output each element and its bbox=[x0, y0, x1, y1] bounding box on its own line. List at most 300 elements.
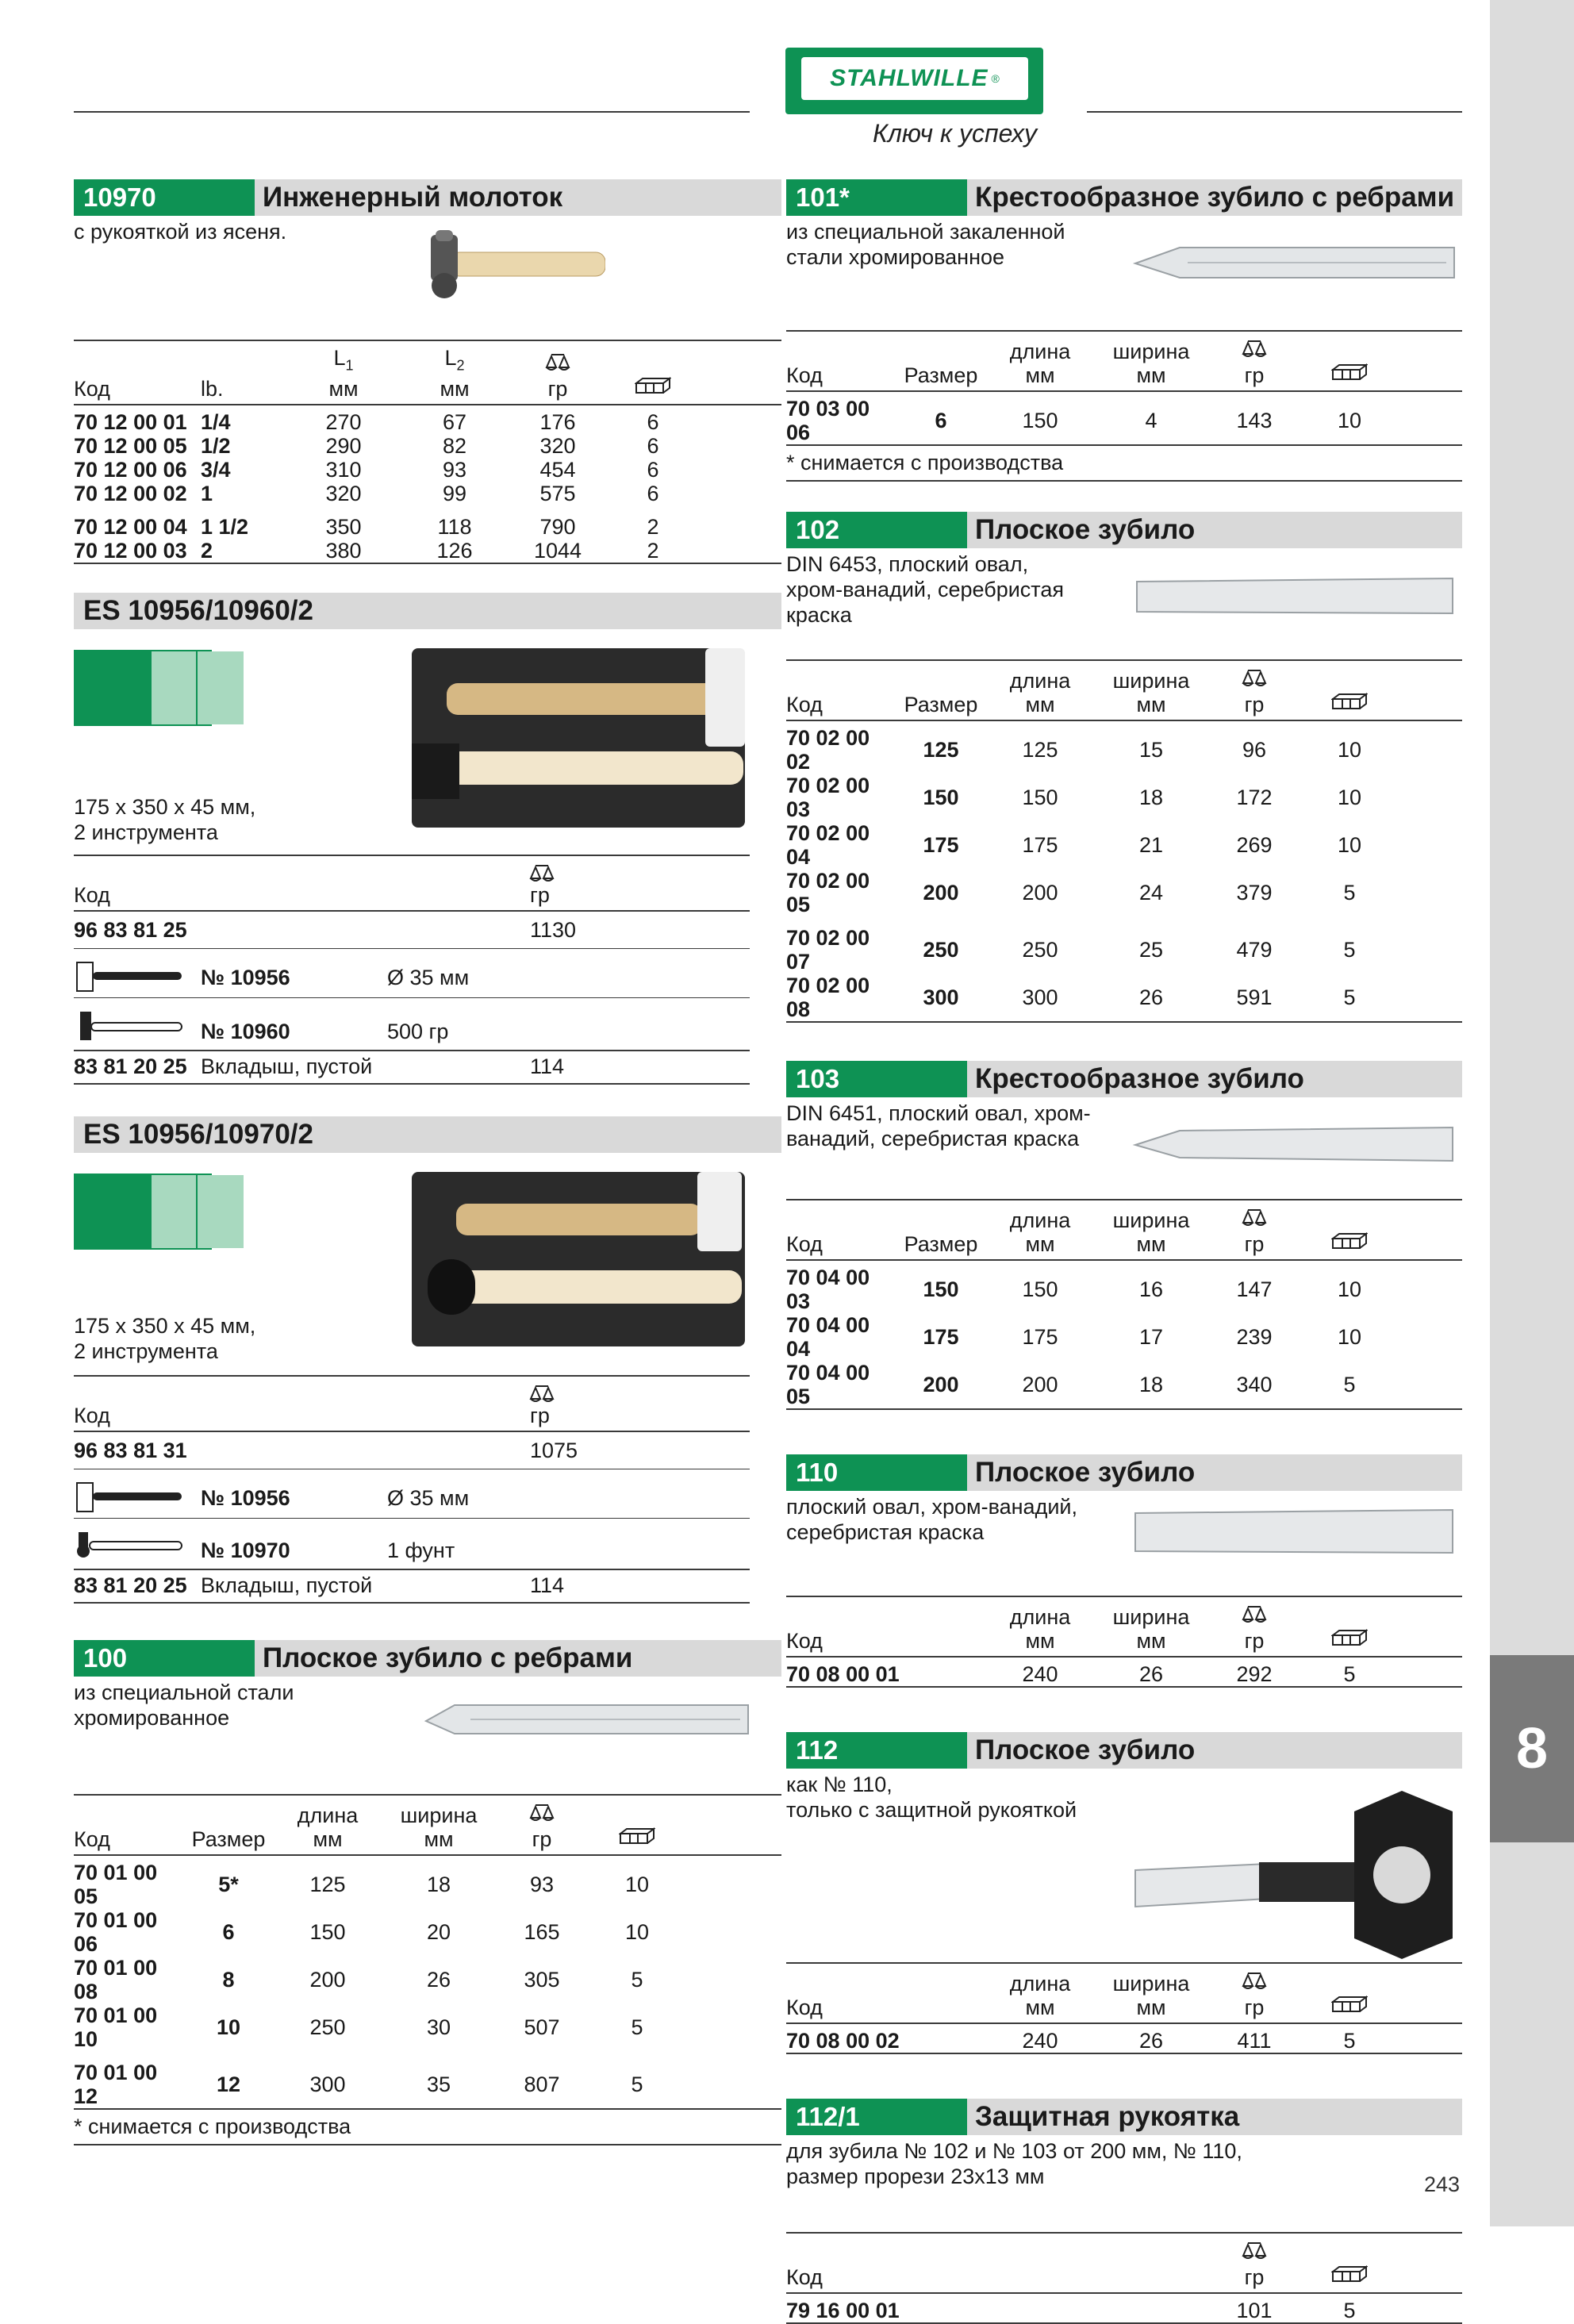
cell-wid: 18 bbox=[1138, 786, 1164, 809]
cell-gr: 239 bbox=[1236, 1325, 1273, 1349]
brand-slogan: Ключ к успеху bbox=[873, 119, 1037, 148]
cross-chisel-image bbox=[1132, 1123, 1457, 1166]
weight-icon bbox=[543, 350, 572, 372]
table-row bbox=[786, 1657, 1462, 1687]
cell-len: 125 bbox=[309, 1873, 346, 1897]
cell-lb: 1/2 bbox=[201, 434, 231, 459]
discontinued-note: * снимается с производства bbox=[74, 2110, 781, 2145]
cell-size: 125 bbox=[923, 738, 959, 762]
flat-chisel-image bbox=[1132, 572, 1457, 620]
cell-l2: 99 bbox=[442, 482, 467, 506]
weight-icon bbox=[1240, 1602, 1269, 1624]
cell-gr: 96 bbox=[1242, 738, 1267, 762]
cell-gr: 340 bbox=[1236, 1373, 1273, 1396]
cell-code: 70 01 00 05 bbox=[74, 1861, 158, 1909]
section-header bbox=[74, 179, 781, 216]
left-column bbox=[74, 179, 781, 2145]
package-icon bbox=[1331, 1994, 1368, 2015]
section-code: 100 bbox=[74, 1640, 255, 1677]
cell-pk: 10 bbox=[1337, 1325, 1362, 1349]
tool-tray-image bbox=[412, 648, 745, 828]
section-112 bbox=[786, 1732, 1462, 2054]
cell-pk: 6 bbox=[647, 458, 659, 482]
cell-gr: 411 bbox=[1237, 2029, 1272, 2053]
cell-len: 240 bbox=[1022, 1662, 1058, 1686]
cell-wid: 16 bbox=[1138, 1277, 1164, 1301]
cell-wid: 17 bbox=[1138, 1325, 1164, 1349]
table-row bbox=[74, 505, 781, 539]
cell-gr: 147 bbox=[1236, 1277, 1273, 1301]
th-code: Код bbox=[786, 1232, 823, 1256]
cell-pk: 5 bbox=[1343, 2299, 1356, 2322]
table-101 bbox=[786, 330, 1462, 446]
cell-code: 70 01 00 06 bbox=[74, 1908, 158, 1957]
th-package bbox=[1302, 331, 1397, 391]
th-code: Код bbox=[786, 363, 823, 387]
tray-tile-2 bbox=[150, 1175, 196, 1248]
cell-gr: 143 bbox=[1236, 409, 1273, 432]
package-icon bbox=[1331, 1231, 1368, 1251]
right-column bbox=[786, 179, 1462, 2324]
th-width: ширина мм bbox=[1112, 340, 1190, 387]
cell-size: 175 bbox=[923, 833, 959, 857]
section-description: с рукояткой из ясеня. bbox=[74, 220, 287, 244]
cell-gr: 1044 bbox=[533, 539, 582, 563]
section-title: Крестообразное зубило bbox=[975, 1063, 1304, 1094]
cell-code: 70 04 00 05 bbox=[786, 1361, 870, 1408]
cell-gr: 269 bbox=[1236, 833, 1273, 857]
section-title: Защитная рукоятка bbox=[975, 2101, 1240, 2132]
weight-icon bbox=[528, 1800, 556, 1823]
cell-l2: 93 bbox=[442, 458, 467, 482]
weight-icon bbox=[1240, 2238, 1269, 2261]
section-es-10956-10970 bbox=[74, 1116, 781, 1616]
th-code: Код bbox=[786, 1629, 823, 1653]
chapter-number: 8 bbox=[1515, 1717, 1549, 1780]
cell-l1: 380 bbox=[325, 539, 362, 563]
discontinued-note: * снимается с производства bbox=[786, 446, 1462, 482]
cell-code: 70 02 00 03 bbox=[786, 774, 870, 821]
registered-mark: ® bbox=[991, 72, 1000, 85]
brand-logo-text: STAHLWILLE bbox=[830, 65, 989, 91]
th-size: Размер bbox=[191, 1827, 266, 1852]
section-title: Плоское зубило bbox=[975, 1734, 1196, 1765]
cell-gr: 807 bbox=[524, 2072, 560, 2097]
cell-wid: 26 bbox=[1138, 985, 1164, 1009]
th-length: длина мм bbox=[1009, 1972, 1071, 2019]
cell-gr: 165 bbox=[524, 1920, 560, 1945]
section-title: Плоское зубило bbox=[975, 1457, 1196, 1488]
cell-wid: 25 bbox=[1138, 938, 1164, 962]
section-10970 bbox=[74, 179, 781, 564]
table-row bbox=[74, 1855, 781, 1908]
cell-wid: 15 bbox=[1138, 738, 1164, 762]
th-weight: гр bbox=[1207, 1596, 1302, 1657]
cell-code: 70 01 00 10 bbox=[74, 2003, 158, 2052]
cell-code: 70 08 00 02 bbox=[786, 2029, 900, 2053]
th-width: ширина мм bbox=[1112, 1208, 1190, 1256]
soft-face-hammer-icon bbox=[74, 959, 185, 994]
table-row bbox=[786, 774, 1462, 821]
cell-pk: 6 bbox=[647, 434, 659, 459]
weight-icon bbox=[1240, 336, 1269, 359]
cell-wid: 26 bbox=[1138, 1662, 1164, 1686]
section-code: 10970 bbox=[74, 179, 255, 216]
cell-pk: 5 bbox=[631, 2072, 643, 2097]
header-rule-left bbox=[74, 111, 750, 113]
cell-code: 70 12 00 02 bbox=[74, 482, 187, 506]
section-description: DIN 6451, плоский овал, хром- ванадий, серебристая краска bbox=[786, 1101, 1091, 1150]
header-rule-right bbox=[1087, 111, 1462, 113]
cell-pk: 10 bbox=[1337, 833, 1362, 857]
cell-pk: 2 bbox=[647, 539, 659, 563]
cell-l2: 82 bbox=[442, 434, 467, 459]
cell-gr: 101 bbox=[1236, 2299, 1273, 2322]
cell-lb: 3/4 bbox=[201, 458, 231, 482]
cell-lb: 1 1/2 bbox=[201, 515, 249, 540]
cell-code: 70 01 00 08 bbox=[74, 1956, 158, 2004]
weight-icon bbox=[1240, 1205, 1269, 1227]
th-package bbox=[605, 340, 701, 405]
section-header bbox=[74, 593, 781, 629]
tray-tile-3 bbox=[196, 1175, 244, 1248]
table-row bbox=[74, 405, 781, 434]
cell-code: 70 08 00 01 bbox=[786, 1662, 900, 1686]
package-icon bbox=[635, 375, 671, 396]
cell-pk: 2 bbox=[647, 515, 659, 540]
table-row bbox=[786, 916, 1462, 974]
cell-pk: 5 bbox=[1343, 1373, 1356, 1396]
section-description: плоский овал, хром-ванадий, серебристая краска bbox=[786, 1495, 1077, 1544]
cell-gr: 454 bbox=[539, 458, 576, 482]
section-description: как № 110, только с защитной рукояткой bbox=[786, 1773, 1077, 1822]
th-lb: lb. bbox=[201, 377, 224, 401]
side-margin-bar bbox=[1490, 0, 1574, 2226]
cell-wid: 4 bbox=[1145, 409, 1157, 432]
tray-tile-3 bbox=[196, 651, 244, 724]
package-icon bbox=[1331, 1627, 1368, 1648]
cell-size: 6 bbox=[935, 409, 947, 432]
section-code: 110 bbox=[786, 1454, 967, 1491]
cell-wid: 18 bbox=[1138, 1373, 1164, 1396]
th-code: Код bbox=[786, 2265, 823, 2289]
section-100 bbox=[74, 1640, 781, 2145]
th-package bbox=[1302, 660, 1397, 720]
cell-lb: 1 bbox=[201, 482, 213, 506]
table-row bbox=[74, 2003, 781, 2051]
th-code: Код bbox=[786, 693, 823, 716]
table-row bbox=[786, 821, 1462, 869]
th-width: ширина мм bbox=[1112, 1972, 1190, 2019]
section-title: Плоское зубило bbox=[975, 514, 1196, 545]
package-icon bbox=[1331, 362, 1368, 382]
table-110 bbox=[786, 1596, 1462, 1688]
cell-l1: 290 bbox=[325, 434, 362, 459]
item1-value: Ø 35 мм bbox=[387, 1486, 470, 1511]
table-row bbox=[786, 720, 1462, 774]
cell-pk: 5 bbox=[1343, 1662, 1356, 1686]
item1-number: № 10956 bbox=[201, 966, 290, 990]
section-header bbox=[786, 1061, 1462, 1097]
cell-code: 70 12 00 05 bbox=[74, 434, 187, 459]
soft-face-hammer-icon bbox=[74, 1480, 185, 1515]
cell-pk: 5 bbox=[631, 2015, 643, 2040]
th-width: ширина мм bbox=[400, 1804, 478, 1852]
cell-len: 150 bbox=[1022, 409, 1058, 432]
cell-len: 200 bbox=[1022, 1373, 1058, 1396]
th-package bbox=[1302, 1596, 1397, 1657]
section-header bbox=[786, 2099, 1462, 2135]
section-103 bbox=[786, 1061, 1462, 1410]
tray-tile-2 bbox=[150, 651, 196, 724]
cell-pk: 10 bbox=[1337, 409, 1362, 432]
cell-code: 70 12 00 06 bbox=[74, 458, 187, 482]
cell-code: 70 04 00 04 bbox=[786, 1313, 870, 1361]
section-title: Крестообразное зубило с ребрами bbox=[975, 182, 1455, 213]
cell-gr: 93 bbox=[529, 1873, 555, 1897]
item2-value: 500 гр bbox=[387, 1020, 449, 1044]
cell-len: 300 bbox=[1022, 985, 1058, 1009]
weight-icon bbox=[1240, 666, 1269, 688]
cell-wid: 21 bbox=[1138, 833, 1164, 857]
th-weight: гр bbox=[1207, 1200, 1302, 1260]
cell-len: 240 bbox=[1022, 2029, 1058, 2053]
cell-l1: 310 bbox=[325, 458, 362, 482]
engineer-hammer-image bbox=[415, 229, 605, 300]
cell-pk: 5 bbox=[1343, 881, 1356, 905]
cell-len: 300 bbox=[309, 2072, 346, 2097]
section-header bbox=[786, 1732, 1462, 1769]
cell-len: 150 bbox=[1022, 1277, 1058, 1301]
package-icon bbox=[619, 1826, 655, 1846]
weight-icon bbox=[1240, 1969, 1269, 1991]
table-row bbox=[74, 539, 781, 563]
set-weight: 1130 bbox=[530, 918, 577, 943]
table-row bbox=[74, 434, 781, 458]
cell-size: 150 bbox=[923, 786, 959, 809]
machinist-hammer-icon bbox=[74, 1008, 185, 1043]
cell-len: 175 bbox=[1022, 833, 1058, 857]
table-row bbox=[786, 391, 1462, 445]
table-row bbox=[74, 2051, 781, 2109]
cell-lb: 1/4 bbox=[201, 410, 231, 435]
cell-wid: 26 bbox=[426, 1968, 451, 1992]
tool-tray-image bbox=[412, 1172, 745, 1346]
item2-value: 1 фунт bbox=[387, 1538, 455, 1563]
section-110 bbox=[786, 1454, 1462, 1688]
section-code: 102 bbox=[786, 512, 967, 548]
table-row bbox=[786, 974, 1462, 1022]
cell-gr: 292 bbox=[1236, 1662, 1273, 1686]
cell-gr: 379 bbox=[1236, 881, 1273, 905]
weight-icon bbox=[528, 1381, 556, 1404]
th-length: длина мм bbox=[1009, 1208, 1071, 1256]
cell-gr: 320 bbox=[539, 434, 576, 459]
th-l1: $L_1$ мм bbox=[328, 346, 359, 401]
tray-description: 175 x 350 x 45 мм, 2 инструмента bbox=[74, 795, 256, 845]
cell-code: 70 01 00 12 bbox=[74, 2061, 158, 2109]
table-row bbox=[74, 458, 781, 482]
th-package bbox=[1302, 2233, 1397, 2293]
cell-code: 70 04 00 03 bbox=[786, 1266, 870, 1313]
cell-len: 125 bbox=[1022, 738, 1058, 762]
set-code: 96 83 81 31 bbox=[74, 1439, 187, 1463]
item1-number: № 10956 bbox=[201, 1486, 290, 1511]
th-weight: гр bbox=[1207, 2233, 1302, 2293]
cell-size: 5* bbox=[218, 1873, 239, 1897]
section-header bbox=[74, 1116, 781, 1153]
cell-pk: 5 bbox=[1343, 2029, 1356, 2053]
cell-code: 70 02 00 05 bbox=[786, 869, 870, 916]
cell-code: 70 03 00 06 bbox=[786, 397, 870, 444]
table-100 bbox=[74, 1794, 781, 2110]
section-description: для зубила № 102 и № 103 от 200 мм, № 110, размер прорези 23x13 мм bbox=[786, 2139, 1242, 2188]
cell-size: 200 bbox=[923, 1373, 959, 1396]
cell-len: 150 bbox=[1022, 786, 1058, 809]
insert-code: 83 81 20 25 bbox=[74, 1573, 187, 1598]
cell-pk: 10 bbox=[1337, 1277, 1362, 1301]
section-header bbox=[786, 512, 1462, 548]
insert-label: Вкладыш, пустой bbox=[201, 1573, 373, 1598]
cell-l2: 126 bbox=[436, 539, 473, 563]
insert-label: Вкладыш, пустой bbox=[201, 1054, 373, 1079]
table-102 bbox=[786, 659, 1462, 1023]
th-code: Код bbox=[74, 883, 110, 908]
cell-size: 150 bbox=[923, 1277, 959, 1301]
cell-wid: 20 bbox=[426, 1920, 451, 1945]
section-header bbox=[786, 1454, 1462, 1491]
table-row bbox=[786, 2023, 1462, 2053]
cell-size: 8 bbox=[222, 1968, 235, 1992]
cell-gr: 790 bbox=[539, 515, 576, 540]
cell-gr: 591 bbox=[1236, 985, 1273, 1009]
cell-pk: 5 bbox=[1343, 985, 1356, 1009]
package-icon bbox=[1331, 2264, 1368, 2284]
cell-gr: 176 bbox=[539, 410, 576, 435]
set-code: 96 83 81 25 bbox=[74, 918, 187, 943]
cell-wid: 18 bbox=[426, 1873, 451, 1897]
section-code: 103 bbox=[786, 1061, 967, 1097]
section-101 bbox=[786, 179, 1462, 482]
table-row bbox=[74, 1956, 781, 2003]
th-l2: $L_2$ мм bbox=[440, 346, 470, 401]
insert-weight: 114 bbox=[530, 1573, 565, 1598]
table-10970 bbox=[74, 340, 781, 564]
section-title: Плоское зубило с ребрами bbox=[263, 1642, 633, 1674]
th-weight: гр bbox=[1207, 331, 1302, 391]
section-header bbox=[74, 1640, 781, 1677]
cell-size: 300 bbox=[923, 985, 959, 1009]
th-code: Код bbox=[74, 1827, 110, 1852]
chapter-tab[interactable] bbox=[1490, 1655, 1574, 1842]
cell-size: 250 bbox=[923, 938, 959, 962]
table-112-1 bbox=[786, 2232, 1462, 2324]
th-width: ширина мм bbox=[1112, 1605, 1190, 1653]
cell-len: 250 bbox=[309, 2015, 346, 2040]
th-weight: гр bbox=[494, 1795, 589, 1855]
cell-len: 150 bbox=[309, 1920, 346, 1945]
section-code: 112 bbox=[786, 1732, 967, 1769]
th-package bbox=[589, 1795, 685, 1855]
cell-wid: 35 bbox=[426, 2072, 451, 2097]
th-weight: гр bbox=[1207, 1963, 1302, 2023]
table-row bbox=[74, 1908, 781, 1956]
cell-gr: 479 bbox=[1236, 938, 1273, 962]
th-package bbox=[1302, 1963, 1397, 2023]
section-102 bbox=[786, 512, 1462, 1023]
cell-wid: 26 bbox=[1138, 2029, 1164, 2053]
th-gr: гр bbox=[530, 1404, 550, 1428]
set-weight: 1075 bbox=[530, 1439, 578, 1463]
cell-gr: 507 bbox=[524, 2015, 560, 2040]
flat-chisel-110-image bbox=[1131, 1507, 1457, 1556]
table-row bbox=[74, 482, 781, 505]
section-description: из специальной стали хромированное bbox=[74, 1681, 294, 1731]
cell-l1: 320 bbox=[325, 482, 362, 506]
th-size: Размер bbox=[904, 693, 978, 716]
cell-len: 200 bbox=[309, 1968, 346, 1992]
th-length: длина мм bbox=[297, 1804, 359, 1852]
table-103 bbox=[786, 1199, 1462, 1410]
cell-code: 79 16 00 01 bbox=[786, 2299, 900, 2322]
cell-code: 70 12 00 03 bbox=[74, 539, 187, 563]
cross-chisel-ribbed-image bbox=[1132, 241, 1457, 284]
chisel-with-guard-image bbox=[1132, 1788, 1457, 1962]
cell-l2: 118 bbox=[437, 515, 472, 540]
cell-lb: 2 bbox=[201, 539, 213, 563]
th-length: длина мм bbox=[1009, 1605, 1071, 1653]
section-es-10956-10960 bbox=[74, 593, 781, 1093]
cell-pk: 10 bbox=[1337, 786, 1362, 809]
tray-description: 175 x 350 x 45 мм, 2 инструмента bbox=[74, 1314, 256, 1364]
table-row bbox=[786, 1361, 1462, 1409]
th-length: длина мм bbox=[1009, 669, 1071, 716]
th-width: ширина мм bbox=[1112, 669, 1190, 716]
th-size: Размер bbox=[904, 363, 978, 387]
table-row bbox=[786, 2293, 1462, 2323]
item1-value: Ø 35 мм bbox=[387, 966, 470, 990]
section-description: из специальной закаленной стали хромированное bbox=[786, 220, 1065, 269]
cell-gr: 575 bbox=[539, 482, 576, 506]
cell-gr: 172 bbox=[1236, 786, 1273, 809]
cell-code: 70 02 00 07 bbox=[786, 926, 870, 974]
th-package bbox=[1302, 1200, 1397, 1260]
page-number: 243 bbox=[1424, 2172, 1461, 2196]
cell-code: 70 02 00 02 bbox=[786, 726, 870, 774]
item2-number: № 10960 bbox=[201, 1020, 290, 1044]
cell-pk: 10 bbox=[624, 1873, 650, 1897]
cell-len: 250 bbox=[1022, 938, 1058, 962]
cell-pk: 5 bbox=[1343, 938, 1356, 962]
section-title: ES 10956/10960/2 bbox=[83, 595, 313, 627]
cell-l1: 270 bbox=[325, 410, 362, 435]
cell-code: 70 02 00 04 bbox=[786, 821, 870, 869]
cell-wid: 24 bbox=[1138, 881, 1164, 905]
section-description: DIN 6453, плоский овал, хром-ванадий, серебристая краска bbox=[786, 552, 1064, 627]
th-code: Код bbox=[786, 1996, 823, 2019]
cell-pk: 10 bbox=[624, 1920, 650, 1945]
cell-len: 200 bbox=[1022, 881, 1058, 905]
cell-size: 6 bbox=[222, 1920, 235, 1945]
th-weight: гр bbox=[1207, 660, 1302, 720]
insert-weight: 114 bbox=[530, 1054, 565, 1079]
section-header bbox=[786, 179, 1462, 216]
brand-logo bbox=[785, 48, 1043, 114]
th-gr: гр bbox=[530, 883, 550, 908]
cell-size: 200 bbox=[923, 881, 959, 905]
th-code: Код bbox=[74, 1404, 110, 1428]
insert-code: 83 81 20 25 bbox=[74, 1054, 187, 1079]
